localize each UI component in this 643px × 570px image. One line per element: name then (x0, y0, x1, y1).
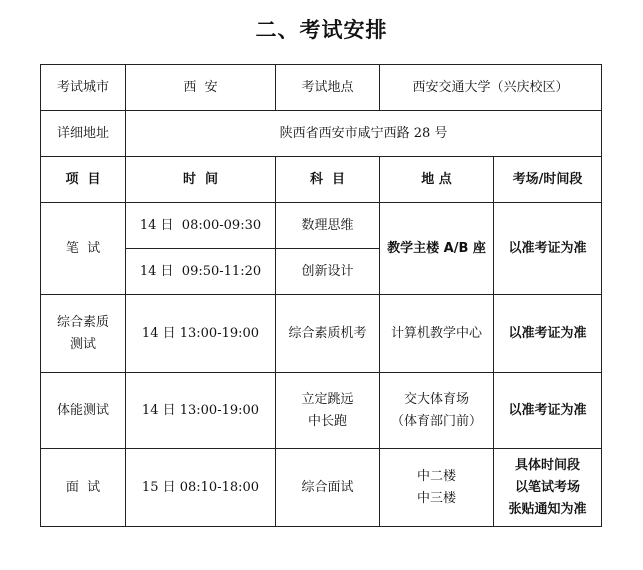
info-row-address (41, 111, 602, 157)
interview-note-line1: 具体时间段 (515, 457, 581, 473)
header-item: 项 目 (41, 157, 126, 203)
city-value: 西 安 (126, 65, 276, 111)
physical-subject (276, 373, 380, 449)
written-subject-2: 创新设计 (276, 249, 380, 295)
physical-item: 体能测试 (41, 373, 126, 449)
location-value: 西安交通大学（兴庆校区） (380, 65, 602, 111)
interview-place-line2: 中三楼 (416, 490, 456, 506)
physical-place-line1: 交大体育场 (403, 391, 469, 407)
address-value: 陕西省西安市咸宁西路 28 号 (126, 111, 602, 157)
written-time-1: 14 日 08:00-09:30 (126, 203, 276, 249)
address-label: 详细地址 (41, 111, 126, 157)
location-label: 考试地点 (276, 65, 380, 111)
page-title: 二、考试安排 (255, 18, 388, 42)
quality-item (41, 295, 126, 373)
quality-item-line1: 综合素质 (56, 314, 109, 330)
physical-subject-line2: 中长跑 (307, 413, 347, 429)
quality-item-line2: 测试 (69, 336, 96, 352)
quality-note: 以准考证为准 (494, 295, 602, 373)
interview-subject: 综合面试 (276, 449, 380, 527)
interview-note-line3: 张贴通知为准 (508, 501, 587, 517)
table-header-row (41, 157, 602, 203)
physical-time: 14 日 13:00-19:00 (126, 373, 276, 449)
written-place: 教学主楼 A/B 座 (380, 203, 494, 295)
physical-subject-line1: 立定跳远 (301, 391, 354, 407)
written-time-2: 14 日 09:50-11:20 (126, 249, 276, 295)
written-subject-1: 数理思维 (276, 203, 380, 249)
header-room-time: 考场/时间段 (494, 157, 602, 203)
interview-note-line2: 以笔试考场 (515, 479, 581, 495)
exam-schedule-table (40, 64, 602, 527)
physical-note: 以准考证为准 (494, 373, 602, 449)
interview-note (494, 449, 602, 527)
table-row-physical (41, 373, 602, 449)
physical-place-line2: （体育部门前） (390, 413, 482, 429)
table-row-interview (41, 449, 602, 527)
header-place: 地 点 (380, 157, 494, 203)
interview-place-line1: 中二楼 (416, 468, 456, 484)
quality-place: 计算机教学中心 (380, 295, 494, 373)
city-label: 考试城市 (41, 65, 126, 111)
header-subject: 科 目 (276, 157, 380, 203)
info-row-city (41, 65, 602, 111)
table-row-written-1 (41, 203, 602, 249)
interview-item: 面 试 (41, 449, 126, 527)
interview-time: 15 日 08:10-18:00 (126, 449, 276, 527)
interview-place (380, 449, 494, 527)
written-note: 以准考证为准 (494, 203, 602, 295)
physical-place (380, 373, 494, 449)
written-item: 笔 试 (41, 203, 126, 295)
quality-time: 14 日 13:00-19:00 (126, 295, 276, 373)
quality-subject: 综合素质机考 (276, 295, 380, 373)
table-row-quality (41, 295, 602, 373)
header-time: 时 间 (126, 157, 276, 203)
